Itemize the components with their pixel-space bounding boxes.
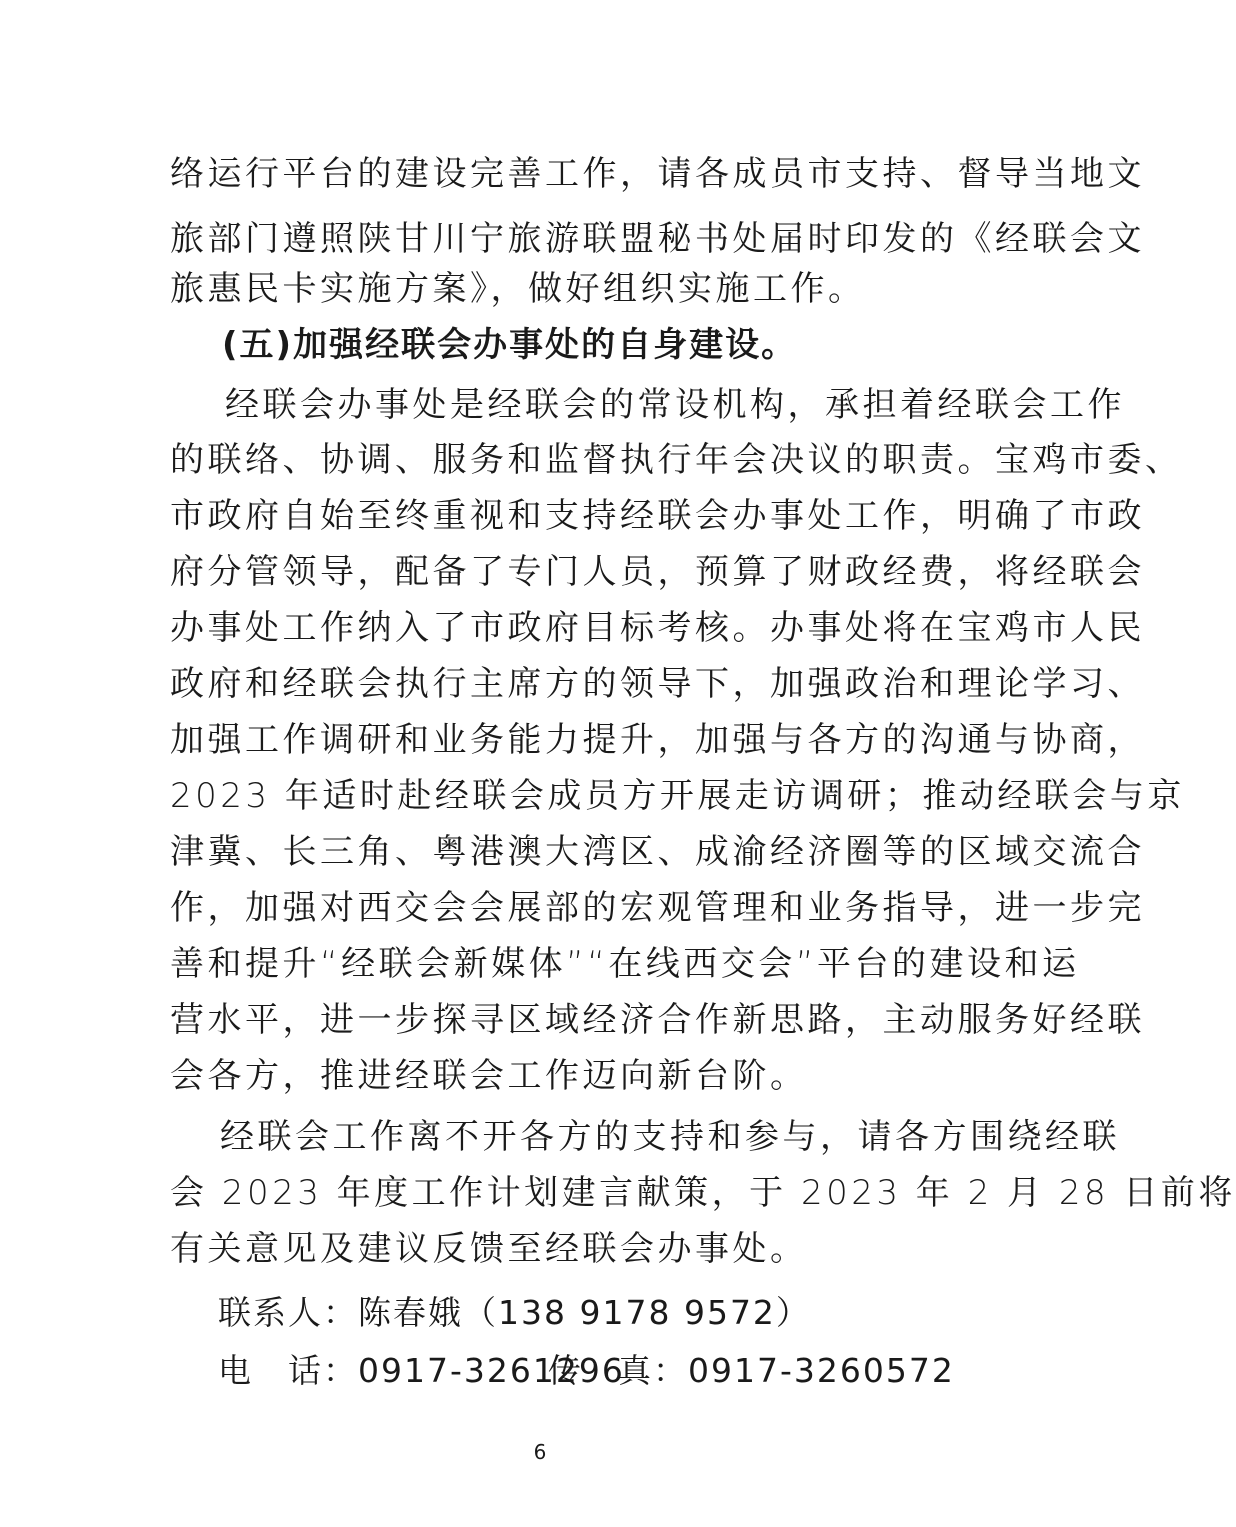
paragraph-2-line-4: 府分管领导，配备了专门人员，预算了财政经费，将经联会 (170, 552, 1145, 592)
paragraph-2-line-3: 市政府自始至终重视和支持经联会办事处工作，明确了市政 (170, 496, 1145, 536)
phone-number: 电 话：0917-3261296 (218, 1351, 625, 1390)
paragraph-2-line-13: 会各方，推进经联会工作迈向新台阶。 (170, 1056, 808, 1096)
paragraph-2-line-10: 作，加强对西交会会展部的宏观管理和业务指导，进一步完 (170, 888, 1145, 928)
paragraph-2-line-1: 经联会办事处是经联会的常设机构，承担着经联会工作 (225, 385, 1125, 425)
section-heading: (五)加强经联会办事处的自身建设。 (222, 325, 798, 365)
paragraph-2-line-2: 的联络、协调、服务和监督执行年会决议的职责。宝鸡市委、 (170, 440, 1183, 480)
paragraph-2-line-6: 政府和经联会执行主席方的领导下，加强政治和理论学习、 (170, 664, 1145, 704)
paragraph-1-line-2: 旅部门遵照陕甘川宁旅游联盟秘书处届时印发的《经联会文 (170, 219, 1145, 259)
paragraph-2-line-11: 善和提升“经联会新媒体”“在线西交会”平台的建设和运 (170, 944, 1080, 984)
paragraph-2-line-12: 营水平，进一步探寻区域经济合作新思路，主动服务好经联 (170, 1000, 1145, 1040)
paragraph-3-line-1: 经联会工作离不开各方的支持和参与，请各方围绕经联 (220, 1117, 1120, 1157)
contact-person: 联系人：陈春娥（138 9178 9572） (218, 1293, 811, 1332)
paragraph-2-line-5: 办事处工作纳入了市政府目标考核。办事处将在宝鸡市人民 (170, 608, 1145, 648)
paragraph-2-line-9: 津冀、长三角、粤港澳大湾区、成渝经济圈等的区域交流合 (170, 832, 1145, 872)
paragraph-2-line-8: 2023 年适时赴经联会成员方开展走访调研；推动经联会与京 (170, 776, 1185, 816)
paragraph-1-line-1: 络运行平台的建设完善工作，请各成员市支持、督导当地文 (170, 154, 1145, 194)
paragraph-3-line-3: 有关意见及建议反馈至经联会办事处。 (170, 1229, 808, 1269)
paragraph-2-line-7: 加强工作调研和业务能力提升，加强与各方的沟通与协商， (170, 720, 1145, 760)
page-number: 6 (533, 1440, 547, 1464)
fax-number: 传 真：0917-3260572 (548, 1351, 955, 1390)
paragraph-1-line-3: 旅惠民卡实施方案》，做好组织实施工作。 (170, 269, 866, 309)
paragraph-3-line-2: 会 2023 年度工作计划建言献策，于 2023 年 2 月 28 日前将 (170, 1173, 1236, 1213)
